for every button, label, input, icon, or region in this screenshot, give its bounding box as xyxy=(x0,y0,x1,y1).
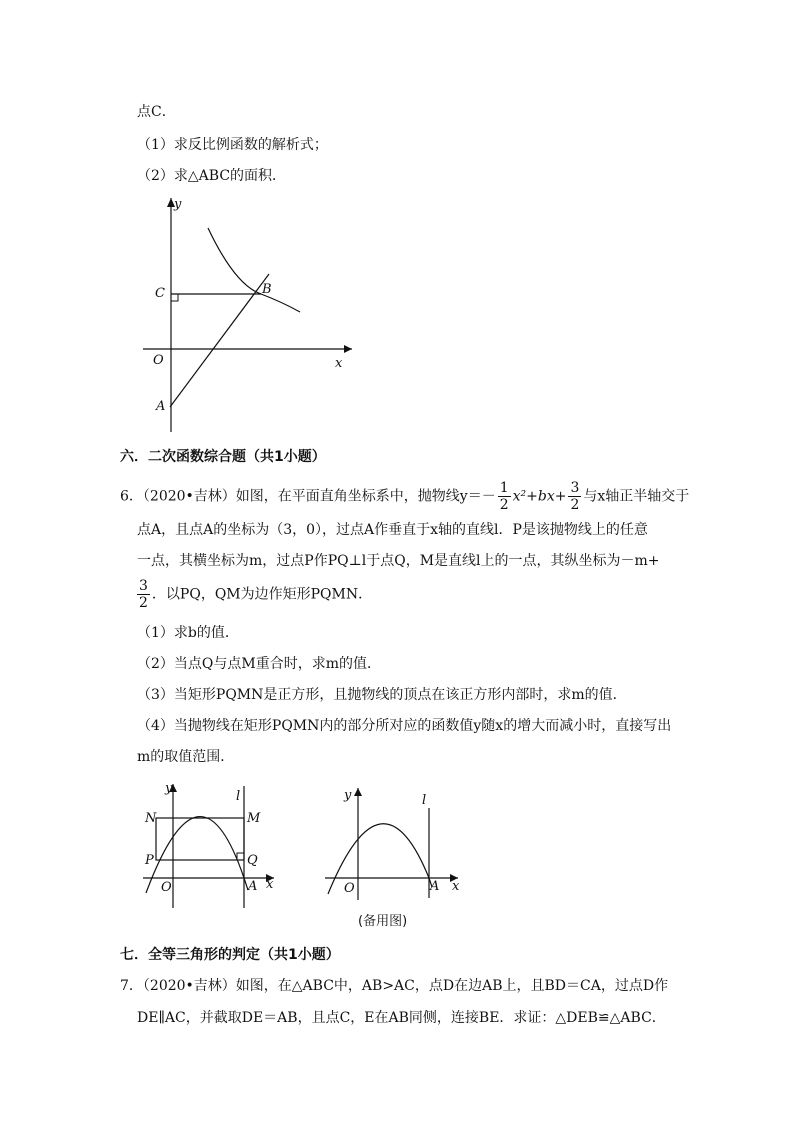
q6-part3: （3）当矩形PQMN是正方形，且抛物线的顶点在该正方形内部时，求m的值． xyxy=(137,687,627,703)
q6-fig2-caption: (备用图) xyxy=(358,914,408,929)
q6-part4: （4）当抛物线在矩形PQMN内的部分所对应的函数值y随x的增大而减小时，直接写出 xyxy=(137,718,672,734)
q6-line4-text: ．以PQ，QM为边作矩形PQMN． xyxy=(151,586,373,603)
section-7-title: 七．全等三角形的判定（共1小题） xyxy=(120,947,340,963)
q5-part2: （2）求△ABC的面积． xyxy=(137,168,287,184)
q7-line1: 7．（2020•吉林）如图，在△ABC中，AB>AC，点D在边AB上，且BD＝CA，过点D作 xyxy=(120,978,669,994)
q6-line3: 一点，其横坐标为m，过点P作PQ⊥l于点Q，M是直线l上的一点，其纵坐标为－m+ xyxy=(137,553,660,569)
q6-fig1-p-label: P xyxy=(145,853,154,868)
q6-fig1-m-label: M xyxy=(247,811,261,826)
q6-fig2-y-label: y xyxy=(344,788,352,803)
q6-fig2-l-label: l xyxy=(422,793,427,808)
q6-fig1-y-label: y xyxy=(165,781,173,796)
q6-fig1-q-label: Q xyxy=(247,853,258,868)
q6-figure-1 xyxy=(140,778,290,910)
q6-fraction-half: $\frac{1}{2}$ xyxy=(499,480,509,513)
q6-part2: （2）当点Q与点M重合时，求m的值． xyxy=(137,656,381,672)
q5-figure xyxy=(140,190,370,440)
q5-fig-c-label: C xyxy=(155,286,165,301)
q6-part1: （1）求b的值． xyxy=(137,625,239,641)
q6-line1-b: x²+bx+ xyxy=(512,488,567,505)
q5-fig-x-label: x xyxy=(335,356,343,371)
q6-line1-a: 6．（2020•吉林）如图，在平面直角坐标系中，抛物线y＝－ xyxy=(120,488,496,505)
q7-line2: DE∥AC，并截取DE＝AB，且点C，E在AB同侧，连接BE．求证：△DEB≌△ABC． xyxy=(137,1010,666,1026)
q5-fig-b-label: B xyxy=(262,282,272,297)
q6-fig1-n-label: N xyxy=(145,811,157,826)
section-6-title: 六．二次函数综合题（共1小题） xyxy=(120,449,326,465)
q6-figure-2 xyxy=(322,782,472,932)
q6-fraction-three-halves: $\frac{3}{2}$ xyxy=(570,480,580,513)
q6-part5: m的取值范围． xyxy=(137,749,235,765)
q6-fig2-a-label: A xyxy=(430,879,440,894)
q5-fig-a-label: A xyxy=(156,399,166,414)
q5-part1: （1）求反比例函数的解析式； xyxy=(137,137,328,153)
q5-fig-y-label: y xyxy=(174,197,182,212)
q6-fig2-origin-label: O xyxy=(344,881,355,896)
q6-line1 xyxy=(120,480,689,513)
q6-line1-c: 与x轴正半轴交于 xyxy=(583,488,690,505)
q5-fig-origin-label: O xyxy=(153,353,164,368)
q6-line4 xyxy=(135,578,372,611)
q6-line2: 点A，且点A的坐标为（3，0），过点A作垂直于x轴的直线l．P是该抛物线上的任意 xyxy=(137,522,648,538)
q6-fig1-origin-label: O xyxy=(161,880,172,895)
q6-fraction-three-halves-b: $\frac{3}{2}$ xyxy=(139,578,148,611)
q6-fig1-a-label: A xyxy=(248,879,258,894)
q5-text-tail: 点C． xyxy=(137,104,176,120)
q6-fig2-x-label: x xyxy=(452,879,460,894)
q6-fig1-x-label: x xyxy=(266,877,274,892)
q6-fig1-l-label: l xyxy=(236,789,241,804)
